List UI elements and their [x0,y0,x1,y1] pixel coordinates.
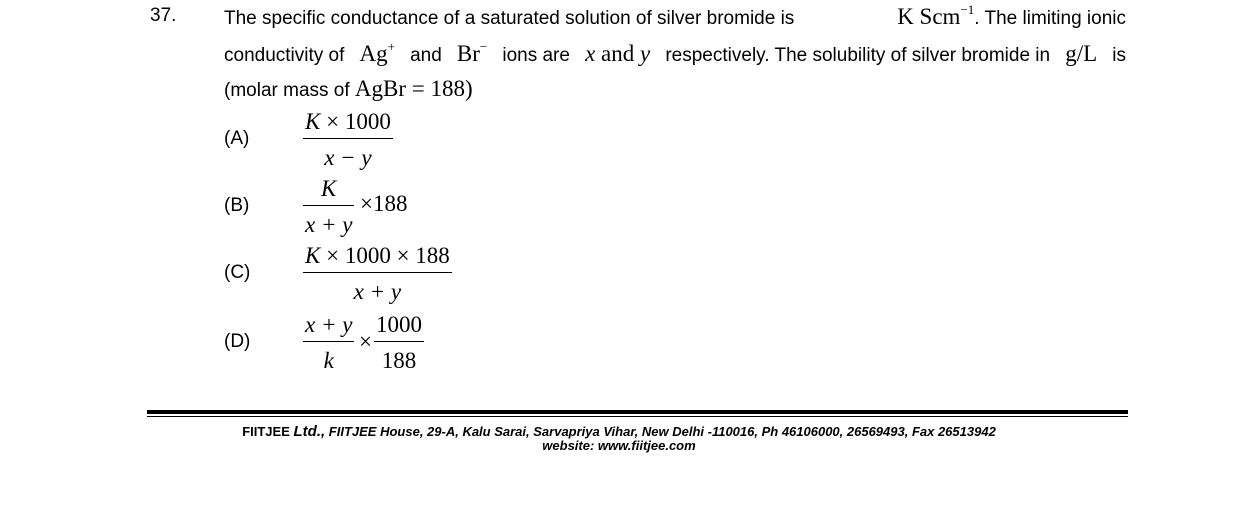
conductance-unit-main: K Scm [897,4,961,29]
text-molar-mass-open: (molar mass of [224,80,350,101]
question-number: 37. [150,5,177,26]
option-d-denominator-1: k [323,348,334,374]
var-and-group [585,42,650,65]
option-d-label[interactable]: (D) [224,331,251,352]
option-d-denominator-2: 188 [381,348,417,374]
option-b-fraction[interactable] [303,177,354,236]
option-b-label[interactable]: (B) [224,195,250,216]
option-a-label[interactable]: (A) [224,128,250,149]
option-c-fraction[interactable] [303,244,452,303]
conductance-unit-exponent: −1 [960,2,975,17]
footer-brand: FIITJEE [242,424,290,439]
text-ions-are: ions are [502,45,570,66]
ion-silver [359,39,395,66]
footer-ltd: Ltd., [293,423,326,440]
text-molar-mass-close: ) [465,76,473,101]
solubility-unit: g/L [1065,41,1098,66]
ion-bromide-symbol: Br [456,41,480,66]
question-text-1: The specific conductance of a saturated solution of silver bromide is [224,8,795,29]
option-d-numerator-1: x + y [305,312,353,337]
fraction-bar [303,205,354,206]
option-d-numerator-2: 1000 [376,312,422,337]
ion-silver-symbol: Ag [359,41,388,66]
var-y: y [640,41,651,66]
var-x: x [585,41,596,66]
text-conductivity-of: conductivity of [224,45,345,66]
text-respectively: respectively. The solubility of silver bromide in [665,45,1051,66]
option-c-label[interactable]: (C) [224,262,251,283]
footer-rule-thin [147,416,1128,417]
option-d-fraction-2[interactable] [374,313,424,372]
conductance-unit [897,2,1126,29]
question-line-1 [224,2,1126,29]
option-d-fraction-1[interactable] [303,313,354,372]
question-line-3 [224,77,473,100]
option-b-multiplier: ×188 [360,191,408,216]
option-c-numerator: K × 1000 × 188 [305,243,450,268]
footer-address: FIITJEE House, 29-A, Kalu Sarai, Sarvapriya Vihar, New Delhi -110016, Ph 46106000, 26569493, Fax 26513942 [328,424,996,439]
footer-rule-thick [147,410,1128,414]
text-is: is [1112,45,1126,66]
option-b-numerator: K [321,176,337,201]
molar-mass-formula: AgBr = 188 [354,76,466,101]
fraction-bar [303,341,354,342]
option-b-denominator: x + y [305,212,353,238]
option-a-numerator: K × 1000 [305,109,391,134]
footer-website[interactable]: website: www.fiitjee.com [542,438,696,453]
option-c-denominator: x + y [353,279,402,305]
question-line-2 [224,39,1126,66]
ion-bromide [456,39,488,66]
fraction-bar [374,341,424,342]
text-and-2: and [601,41,635,66]
ion-silver-charge: + [387,39,395,54]
question-text-1-end: . The limiting ionic [974,8,1126,29]
ion-bromide-charge: − [479,39,488,54]
text-and: and [410,45,442,66]
option-a-denominator: x − y [324,145,372,171]
option-d-times: × [359,329,372,354]
option-a-fraction[interactable] [303,110,393,169]
fraction-bar [303,138,393,139]
fraction-bar [303,272,452,273]
